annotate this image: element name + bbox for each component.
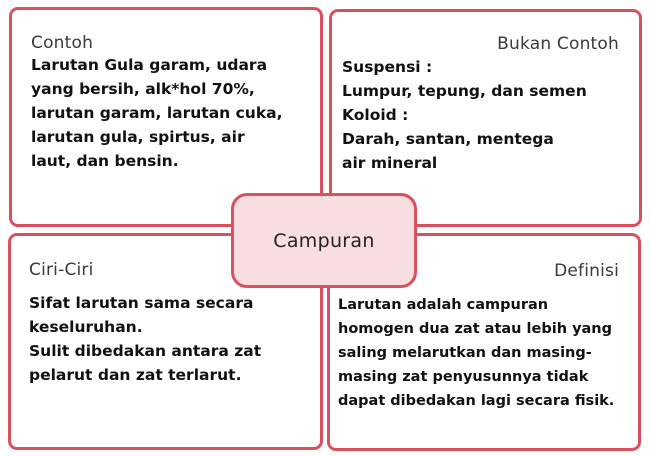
definisi-line: dapat dibedakan lagi secara fisik. [338,393,615,409]
bukan-contoh-line: Koloid : [342,106,409,124]
contoh-line: yang bersih, alk*hol 70%, [31,80,255,98]
contoh-heading: Contoh [31,33,94,53]
ciri-ciri-text [29,291,261,387]
bukan-contoh-text [342,55,587,175]
center-topic-title: Campuran [273,229,375,252]
definisi-line: saling melarutkan dan masing- [338,345,592,361]
bukan-contoh-line: Lumpur, tepung, dan semen [342,82,587,100]
bukan-contoh-heading: Bukan Contoh [497,34,619,54]
center-topic-box [231,193,417,288]
bukan-contoh-line: Suspensi : [342,58,433,76]
bukan-contoh-line: air mineral [342,154,438,172]
contoh-line: larutan garam, larutan cuka, [31,104,283,122]
contoh-line: larutan gula, spirtus, air [31,128,245,146]
ciri-ciri-line: Sifat larutan sama secara [29,294,254,312]
definisi-line: homogen dua zat atau lebih yang [338,321,613,337]
definisi-heading: Definisi [554,261,619,281]
contoh-line: laut, dan bensin. [31,152,179,170]
definisi-line: masing zat penyusunnya tidak [338,369,589,385]
ciri-ciri-line: pelarut dan zat terlarut. [29,366,242,384]
ciri-ciri-line: keseluruhan. [29,318,143,336]
bukan-contoh-line: Darah, santan, mentega [342,130,554,148]
definisi-text [338,293,614,413]
contoh-line: Larutan Gula garam, udara [31,56,268,74]
ciri-ciri-heading: Ciri-Ciri [29,260,94,280]
ciri-ciri-line: Sulit dibedakan antara zat [29,342,262,360]
definisi-line: Larutan adalah campuran [338,297,549,313]
contoh-text [31,53,282,173]
